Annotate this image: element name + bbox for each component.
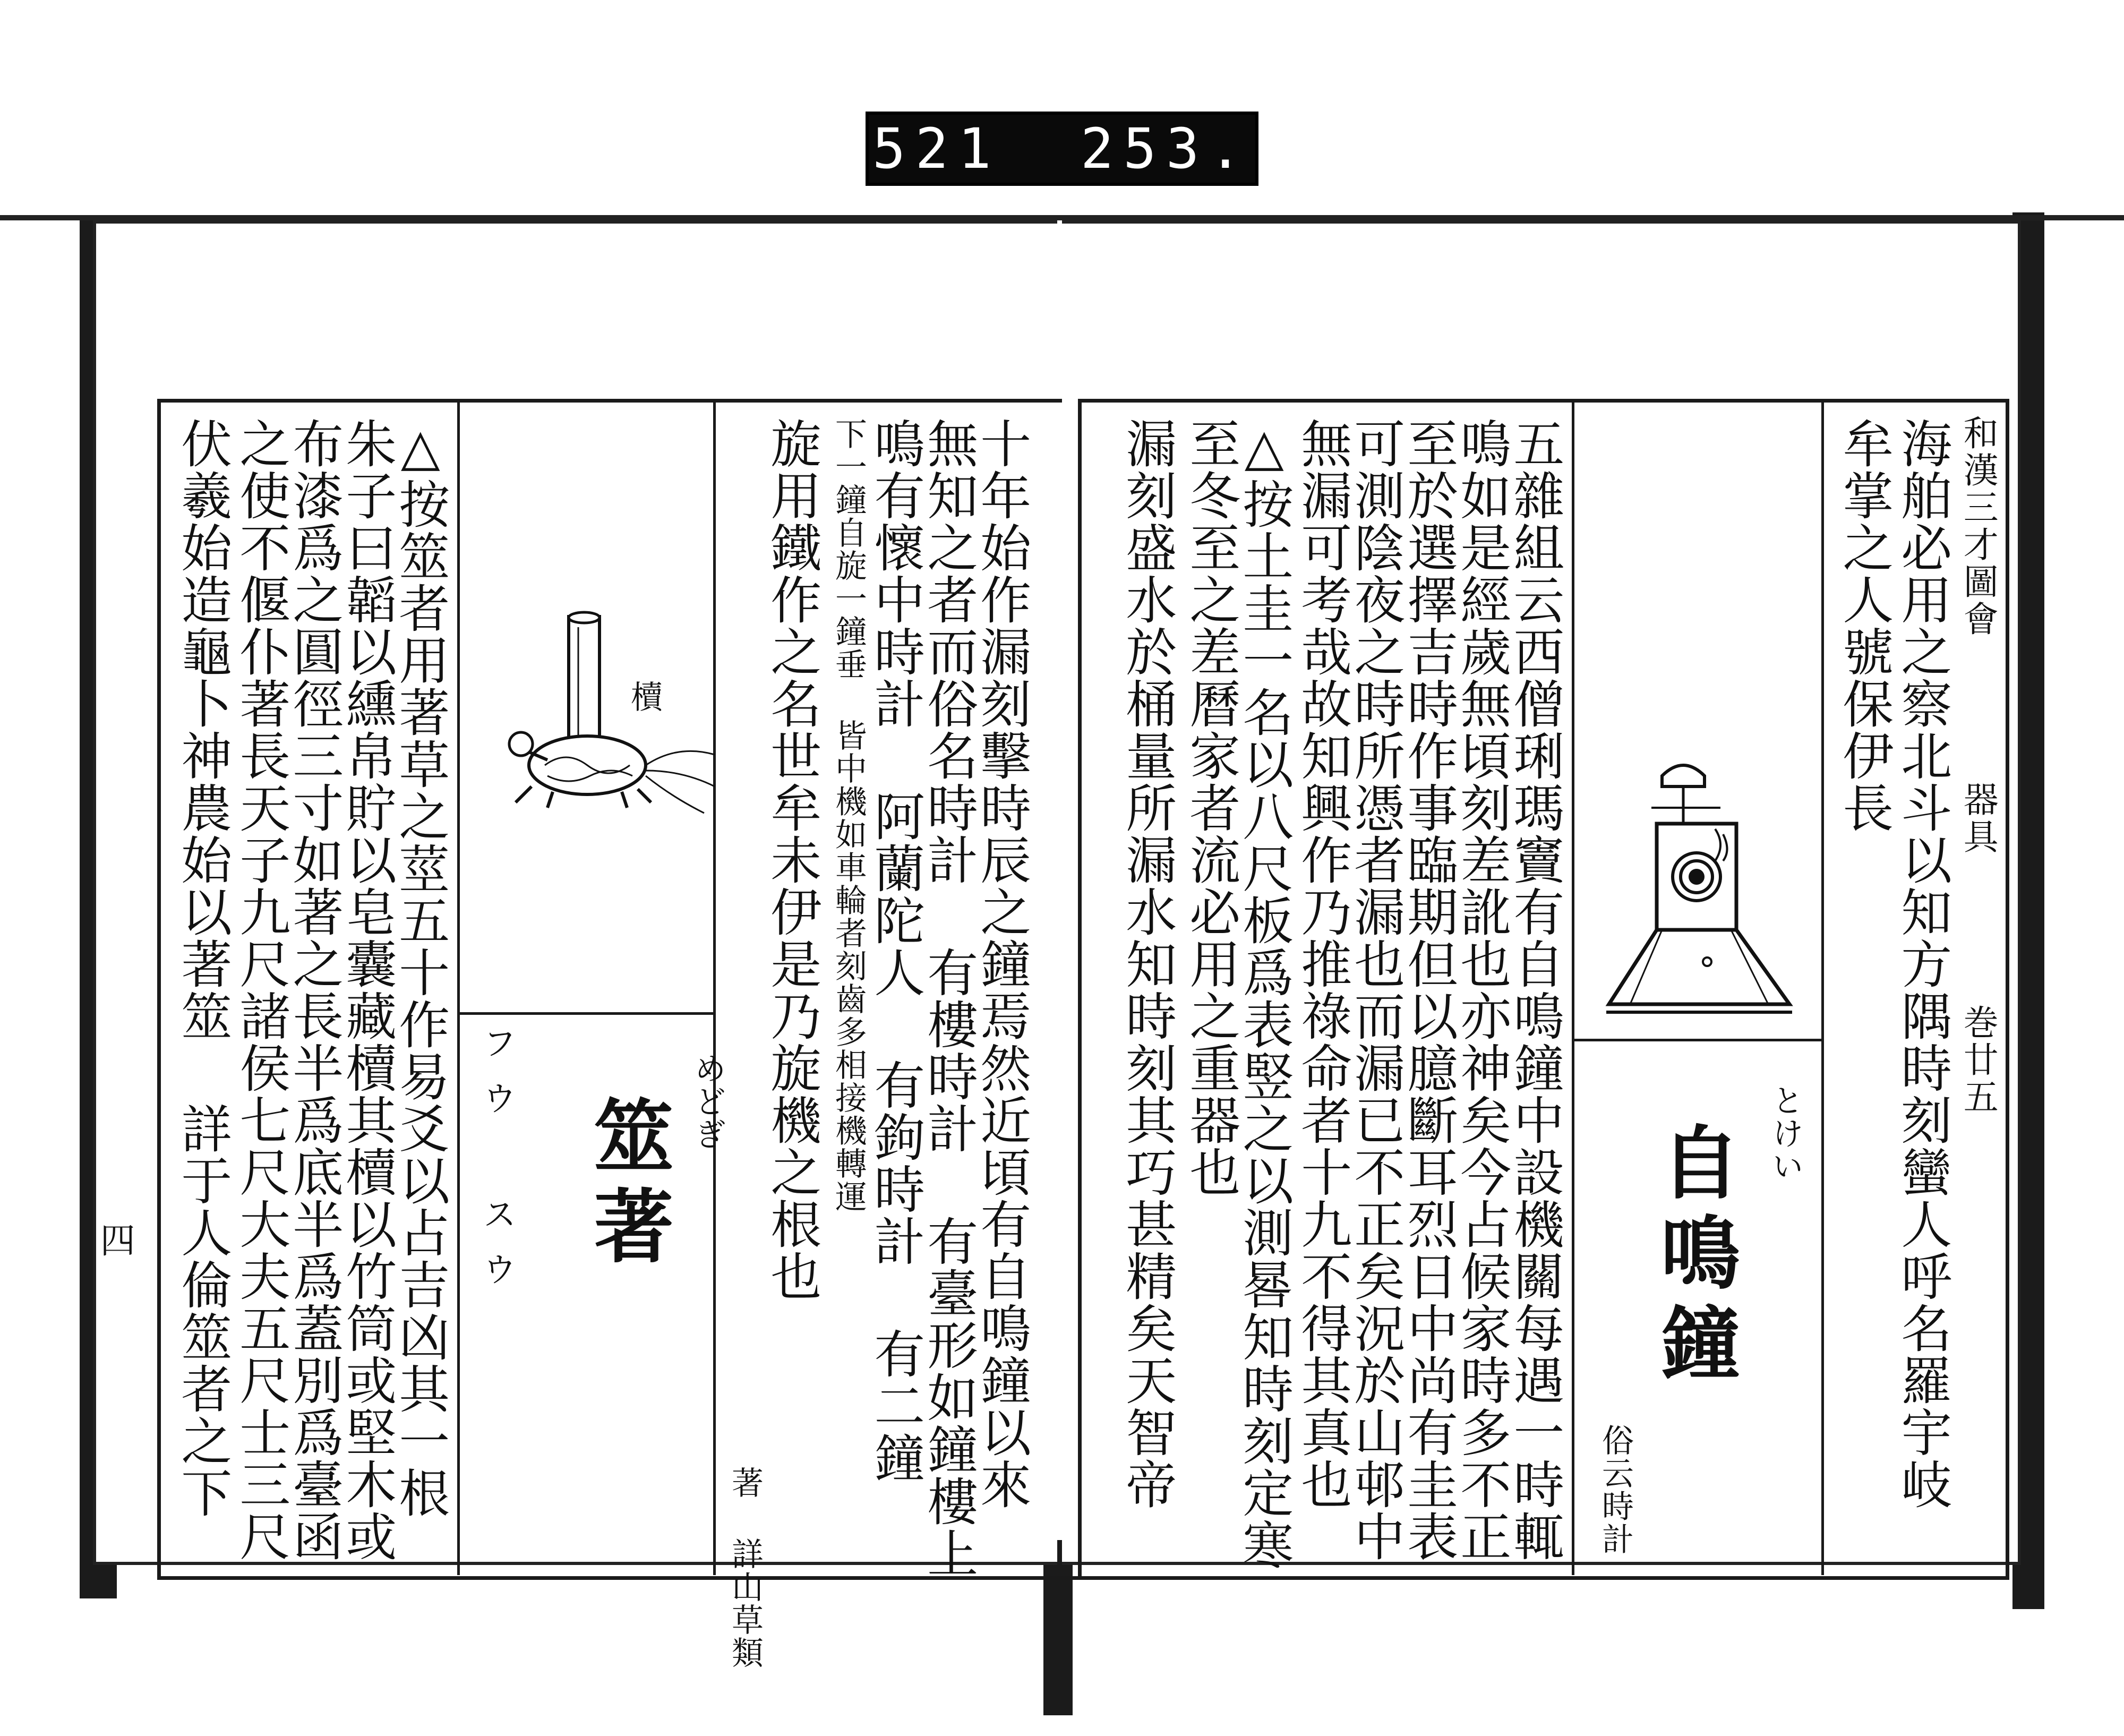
right-text-col-5: 無漏可考哉故知興作乃推祿命者十九不得其真也 <box>1292 417 1352 1510</box>
right-title-main: 自鳴鐘 <box>1647 1121 1741 1392</box>
right-header-category: 器具 <box>1957 781 1999 856</box>
left-page-number: 四 <box>94 1222 135 1259</box>
left-text-col-3: 鳴有懷中時計 阿蘭陀人 有鉤時計 有二鐘 <box>866 417 926 1484</box>
right-intro-col-2: 牟掌之人號保伊長 <box>1834 417 1894 834</box>
clock-illustration <box>1593 755 1816 1020</box>
tortoise-box-illustration <box>500 606 723 829</box>
right-header-title: 和漢三才圖會 <box>1957 415 1999 638</box>
right-text-col-2: 鳴如是經歲無頃刻差訛也亦神矣今占候家時多不正 <box>1452 417 1512 1562</box>
right-page <box>1062 220 2021 1571</box>
call-number-left: 521 <box>872 116 1001 181</box>
left-title-reading: めどぎ <box>689 1052 726 1151</box>
right-text-col-1: 五雜組云西僧琍瑪竇有自鳴鐘中設機關每遇一時輒 <box>1505 417 1565 1562</box>
left-title-main: 筮著 <box>580 1094 674 1275</box>
right-header-volume: 巻廿五 <box>1957 1004 1999 1116</box>
left-title-kana: フウ スウ <box>477 1025 517 1307</box>
right-divider-1 <box>1821 401 1824 1575</box>
right-text-col-4: 可測陰夜之時所憑者漏也而漏已不正矣況於山邨中 <box>1346 417 1406 1562</box>
right-title-reading: とけい <box>1767 1084 1804 1183</box>
right-intro-col-1: 海舶必用之察北斗以知方隅時刻蠻人呼名羅宇岐 <box>1892 417 1952 1510</box>
left-illustration-rule <box>457 1012 715 1015</box>
left-text-col-5: 旋用鐵作之名世牟未伊是乃旋機之根也 <box>762 417 822 1302</box>
left-text2-col-1: △按筮者用著草之莖五十作易爻以占吉凶其一根 <box>390 417 450 1519</box>
left-text2-col-4: 之使不偃仆著長天子九尺諸侯七尺大夫五尺士三尺 <box>231 417 291 1562</box>
illustration-label: 櫝 <box>626 680 663 713</box>
right-title-note: 俗云時計 <box>1597 1424 1634 1555</box>
right-text-col-7: 至冬至之差曆家者流必用之重器也 <box>1181 417 1241 1198</box>
left-text-col-2: 無知之者而俗名時計 有樓時計 有臺形如鐘樓上 <box>919 417 979 1579</box>
left-text2-col-5: 伏羲始造龜卜神農始以著筮 詳于人倫筮者之下 <box>173 417 233 1519</box>
right-text-col-8: 漏刻盛水於桶量所漏水知時刻其巧甚精矣天智帝 <box>1117 417 1177 1510</box>
left-text-col-4: 下一鐘自旋一鐘垂 皆中機如車輪者刻齒多相接機轉運 <box>830 417 867 1213</box>
right-text-col-6: △按土圭一名以八尺板爲表竪之以測晷知時刻定寒 <box>1234 417 1294 1571</box>
call-number-right: 253. <box>1080 116 1252 181</box>
left-page <box>93 220 1057 1669</box>
left-text-col-1: 十年始作漏刻擊時辰之鐘焉然近頃有自鳴鐘以來 <box>972 417 1032 1510</box>
left-divider-2 <box>457 401 460 1575</box>
left-sub-note: 著 詳山草類 <box>726 1466 764 1669</box>
top-rule <box>0 215 2124 220</box>
right-text-col-3: 至於選擇吉時作事臨期但以臆斷耳烈日中尚有圭表 <box>1399 417 1459 1562</box>
left-divider-1 <box>713 401 716 1575</box>
right-illustration-rule <box>1572 1039 1824 1041</box>
left-text2-col-3: 布漆爲之圓徑三寸如著之長半爲底半爲蓋別爲臺函 <box>284 417 344 1562</box>
call-number-label <box>866 112 1258 186</box>
left-text2-col-2: 朱子曰韜以纁帛貯以皂囊藏櫝其櫝以竹筒或堅木或 <box>337 417 397 1562</box>
right-divider-2 <box>1572 401 1574 1575</box>
